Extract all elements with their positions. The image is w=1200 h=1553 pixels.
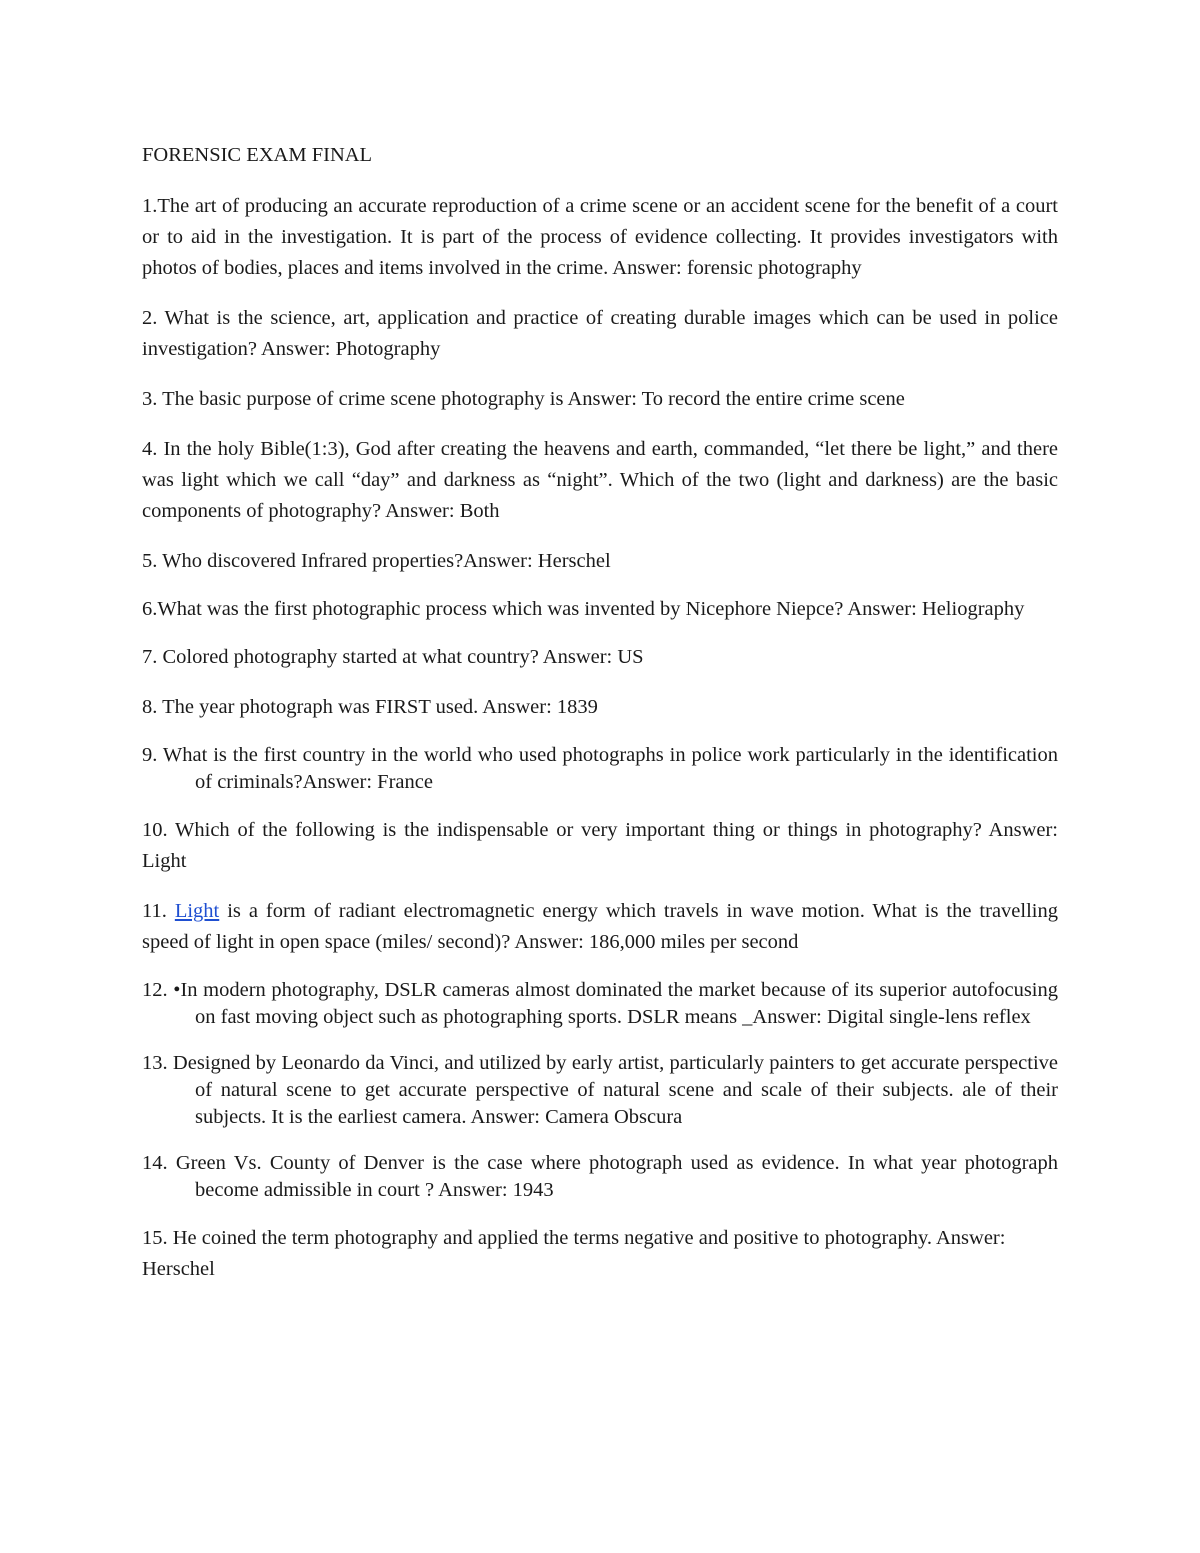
question-11-text: is a form of radiant electromagnetic energy which travels in wave motion. What is the travelling speed of light in open space (miles/ second)? Answer: 186,000 miles per second — [142, 900, 1058, 953]
question-6: 6.What was the first photographic process which was invented by Nicephore Niepce? Answer: Heliography — [142, 598, 1025, 620]
light-link[interactable]: Light — [174, 900, 220, 922]
question-1: 1.The art of producing an accurate reproduction of a crime scene or an accident scene for the benefit of a court or to aid in the investigation. It is part of the process of evidence collecting. It provides investigators with photos of bodies, places and items involved in the crime. Answer: forensic photography — [142, 195, 1058, 279]
document-page — [142, 140, 1058, 1304]
question-3: 3. The basic purpose of crime scene photography is Answer: To record the entire crime scene — [142, 388, 905, 410]
question-5: 5. Who discovered Infrared properties?Answer: Herschel — [142, 550, 611, 572]
question-2: 2. What is the science, art, application and practice of creating durable images which can be used in police investigation? Answer: Photography — [142, 307, 1058, 360]
question-9: 9. What is the first country in the world who used photographs in police work particularly in the identification of criminals?Answer: France — [142, 744, 1058, 793]
question-12: 12. •In modern photography, DSLR cameras almost dominated the market because of its superior autofocusing on fast moving object such as photographing sports. DSLR means _Answer: Digital single-lens reflex — [142, 979, 1058, 1028]
question-15: 15. He coined the term photography and applied the terms negative and positive to photography. Answer: Herschel — [142, 1227, 1006, 1280]
question-10: 10. Which of the following is the indispensable or very important thing or things in photography? Answer: Light — [142, 819, 1058, 872]
question-13: 13. Designed by Leonardo da Vinci, and utilized by early artist, particularly painters to get accurate perspective of natural scene to get accurate perspective of natural scene and scale of their subjects. ale of their subjects. It is the earliest camera. Answer: Camera Obscura — [142, 1052, 1058, 1128]
document-title: FORENSIC EXAM FINAL — [142, 144, 373, 166]
question-11-number: 11. — [142, 900, 175, 922]
question-7: 7. Colored photography started at what country? Answer: US — [142, 646, 644, 668]
question-4: 4. In the holy Bible(1:3), God after creating the heavens and earth, commanded, “let there be light,” and there was light which we call “day” and darkness as “night”. Which of the two (light and darkness) are the basic components of photography? Answer: Both — [142, 438, 1058, 522]
question-8: 8. The year photograph was FIRST used. Answer: 1839 — [142, 696, 598, 718]
question-11 — [142, 896, 1058, 958]
question-14: 14. Green Vs. County of Denver is the case where photograph used as evidence. In what year photograph become admissible in court ? Answer: 1943 — [142, 1152, 1058, 1201]
